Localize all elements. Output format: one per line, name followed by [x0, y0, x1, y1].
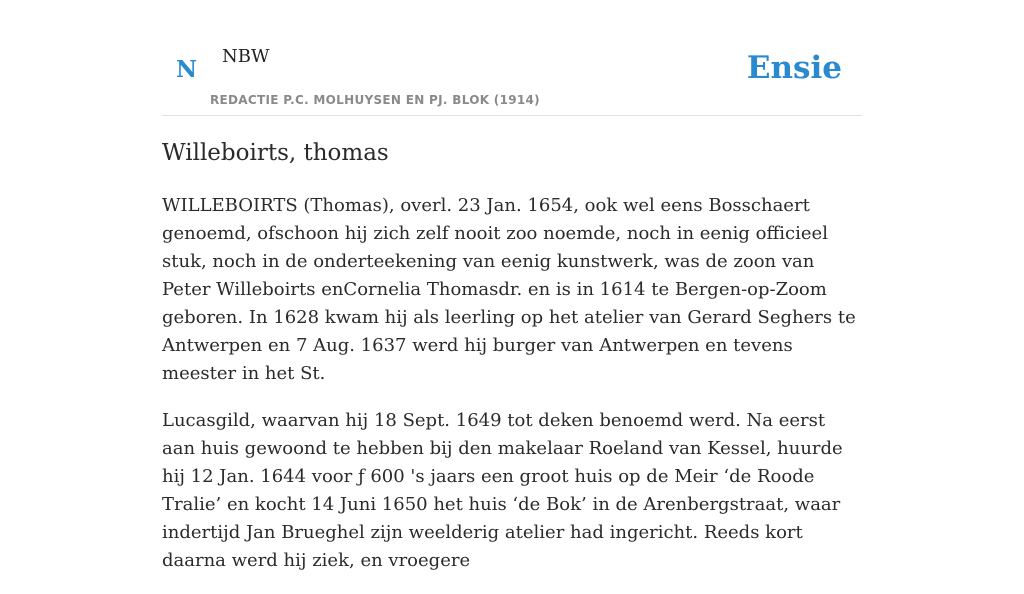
publication-logo-icon[interactable]: N [176, 56, 198, 83]
publication-subtitle: REDACTIE P.C. MOLHUYSEN EN PJ. BLOK (1914) [210, 93, 540, 107]
article-paragraph: WILLEBOIRTS (Thomas), overl. 23 Jan. 1654, ook wel eens Bosschaert genoemd, ofschoon hij zich zelf nooit zoo noemde, noch in eenig officieel stuk, noch in de onderteekening van eenig kunstwerk, was de zoon van Peter Willeboirts enCornelia Thomasdr. en is in 1614 te Bergen-op-Zoom geboren. In 1628 kwam hij als leerling op het atelier van Gerard Seghers te Antwerpen en 7 Aug. 1637 werd hij burger van Antwerpen en tevens meester in het St. [162, 195, 856, 384]
ensie-logo-link[interactable]: Ensie [746, 50, 842, 86]
article-body [162, 192, 862, 594]
header-divider [162, 115, 862, 116]
article-paragraph: Lucasgild, waarvan hij 18 Sept. 1649 tot deken benoemd werd. Na eerst aan huis gewoond te hebben bij den makelaar Roeland van Kessel, huurde hij 12 Jan. 1644 voor ƒ 600 's jaars een groot huis op de Meir ‘de Roode Tralie’ en kocht 14 Juni 1650 het huis ‘de Bok’ in de Arenbergstraat, waar indertijd Jan Brueghel zijn weelderig atelier had ingericht. Reeds kort daarna werd hij ziek, en vroegere [162, 410, 843, 571]
publication-name[interactable]: NBW [222, 46, 270, 67]
article-title: Willeboirts, thomas [162, 140, 389, 166]
